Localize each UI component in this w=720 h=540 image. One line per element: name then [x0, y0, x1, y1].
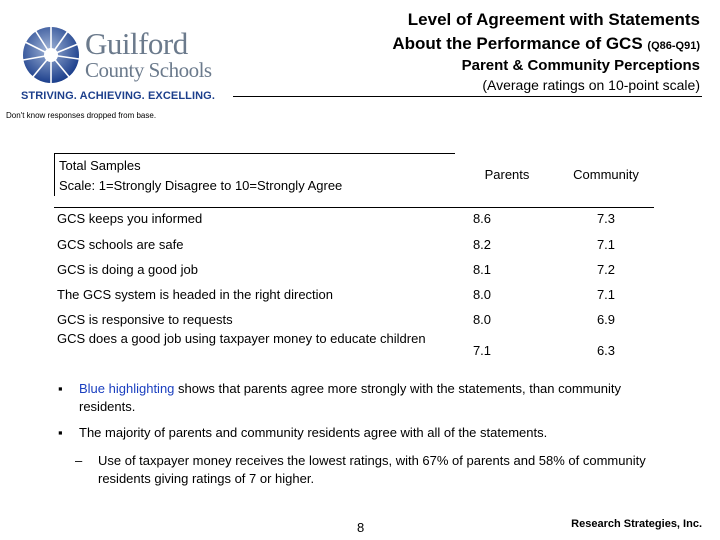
- finding-text: The majority of parents and community residents agree with all of the statements.: [79, 425, 548, 440]
- logo-name-line1: Guilford: [85, 26, 188, 61]
- finding-sub-item: [58, 452, 668, 488]
- column-header-parents: Parents: [484, 167, 530, 182]
- table-divider: [54, 207, 654, 208]
- table-row-label: GCS is doing a good job: [57, 262, 198, 277]
- table-row-label: GCS keeps you informed: [57, 211, 203, 226]
- parents-value: 8.6: [472, 211, 492, 226]
- community-value: 6.3: [596, 343, 616, 358]
- bullet-icon: ▪: [58, 381, 63, 396]
- community-value: 7.1: [596, 287, 616, 302]
- logo-name-line2: County Schools: [85, 58, 212, 82]
- title-line-2: [392, 32, 700, 58]
- page-title: [392, 8, 700, 58]
- scale-label: Scale: 1=Strongly Disagree to 10=Strongly Agree: [59, 178, 343, 193]
- starburst-globe-icon: [18, 22, 84, 88]
- highlight-text: Blue highlighting: [79, 381, 175, 396]
- parents-value: 8.1: [472, 262, 492, 277]
- dash-icon: –: [75, 453, 83, 468]
- finding-text: shows that parents agree more strongly with the statements, than community residents.: [79, 381, 621, 414]
- community-value: 6.9: [596, 312, 616, 327]
- title-line-2-text: About the Performance of GCS: [392, 34, 643, 53]
- parents-value: 7.1: [472, 343, 492, 358]
- guilford-logo: [18, 22, 218, 104]
- parents-value: 8.0: [472, 312, 492, 327]
- finding-item: [58, 424, 668, 442]
- findings-list: [58, 380, 668, 488]
- subtitle: Parent & Community Perceptions: [461, 57, 700, 74]
- page-number: 8: [357, 520, 365, 535]
- column-header-community: Community: [573, 167, 639, 182]
- table-row-label: GCS does a good job using taxpayer money to educate children: [57, 331, 426, 346]
- table-header-labels: [59, 156, 342, 196]
- finding-text: Use of taxpayer money receives the lowest ratings, with 67% of parents and 58% of community residents giving ratings of 7 or higher.: [98, 453, 646, 486]
- parents-value: 8.0: [472, 287, 492, 302]
- header-divider: [233, 96, 702, 97]
- table-row-label: GCS schools are safe: [57, 237, 184, 252]
- subtitle-block: [462, 56, 700, 95]
- parents-value: 8.2: [472, 237, 492, 252]
- base-note: Don't know responses dropped from base.: [6, 111, 157, 120]
- credit-text: Research Strategies, Inc.: [571, 518, 702, 530]
- community-value: 7.1: [596, 237, 616, 252]
- bullet-icon: ▪: [58, 425, 63, 440]
- scale-note: (Average ratings on 10-point scale): [482, 77, 700, 93]
- finding-item: [58, 380, 668, 416]
- question-code: (Q86-Q91): [647, 40, 700, 52]
- logo-tagline: STRIVING. ACHIEVING. EXCELLING.: [21, 90, 215, 102]
- table-row-label: GCS is responsive to requests: [57, 312, 233, 327]
- community-value: 7.2: [596, 262, 616, 277]
- table-row-label: The GCS system is headed in the right direction: [57, 287, 334, 302]
- sample-label: Total Samples: [59, 158, 141, 173]
- title-line-1: Level of Agreement with Statements: [407, 10, 700, 29]
- community-value: 7.3: [596, 211, 616, 226]
